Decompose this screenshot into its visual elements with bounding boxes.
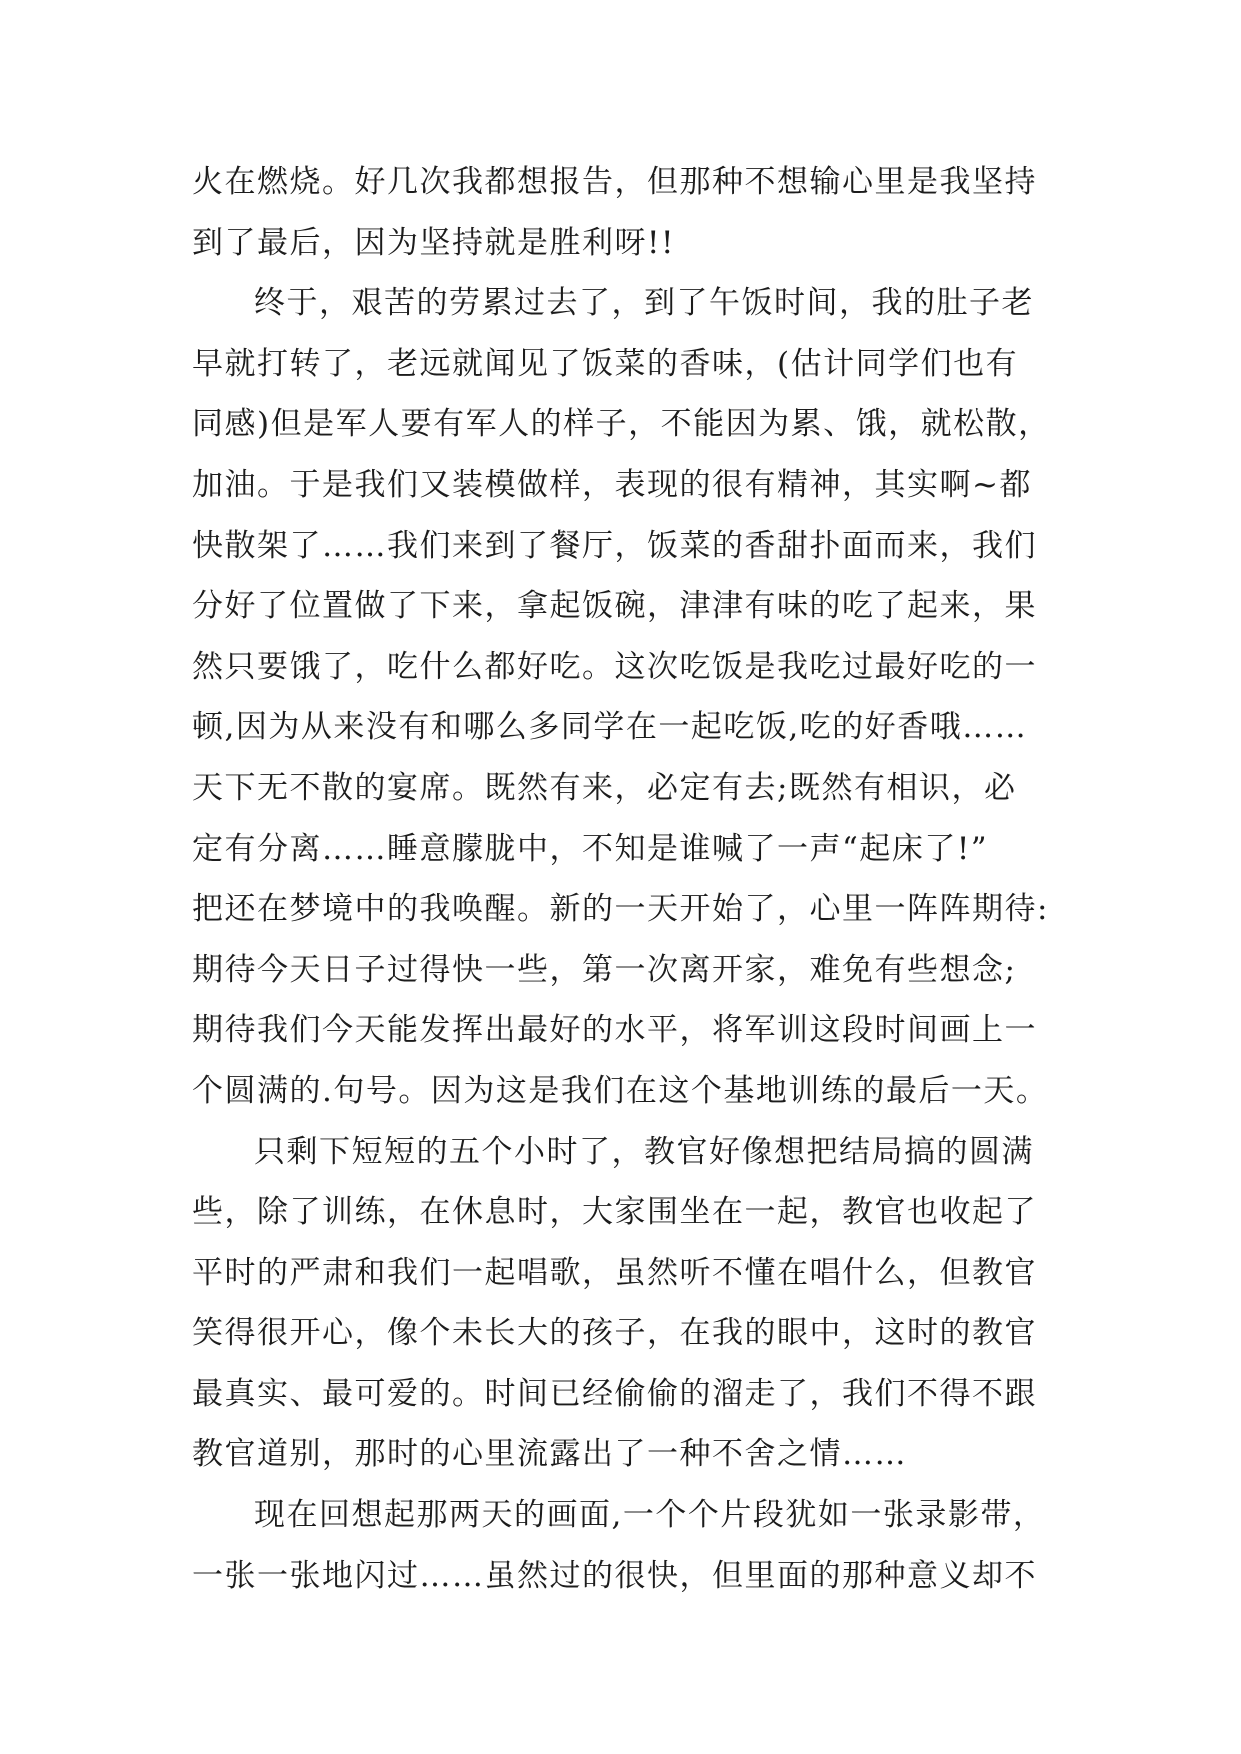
text-line: 些，除了训练，在休息时，大家围坐在一起，教官也收起了	[192, 1194, 1037, 1231]
text-line: 个圆满的.句号。因为这是我们在这个基地训练的最后一天。	[192, 1072, 1049, 1109]
text-line: 把还在梦境中的我唤醒。新的一天开始了，心里一阵阵期待:	[192, 891, 1049, 928]
body-text	[192, 152, 1072, 1606]
text-line: 期待我们今天能发挥出最好的水平，将军训这段时间画上一	[192, 1012, 1037, 1049]
text-line: 期待今天日子过得快一些，第一次离开家，难免有些想念;	[192, 951, 1017, 988]
text-line: 到了最后，因为坚持就是胜利呀!!	[192, 224, 675, 261]
text-line: 快散架了……我们来到了餐厅，饭菜的香甜扑面而来，我们	[192, 527, 1037, 564]
text-line: 教官道别，那时的心里流露出了一种不舍之情……	[192, 1436, 907, 1473]
text-line: 终于，艰苦的劳累过去了，到了午饭时间，我的肚子老	[254, 285, 1034, 322]
text-line: 笑得很开心，像个未长大的孩子，在我的眼中，这时的教官	[192, 1315, 1037, 1352]
text-line: 现在回想起那两天的画面,一个个片段犹如一张录影带，	[254, 1497, 1046, 1534]
text-line: 然只要饿了，吃什么都好吃。这次吃饭是我吃过最好吃的一	[192, 648, 1037, 685]
text-line: 顿,因为从来没有和哪么多同学在一起吃饭,吃的好香哦……	[192, 709, 1028, 746]
text-line: 同感)但是军人要有军人的样子，不能因为累、饿，就松散，	[192, 406, 1051, 443]
text-line: 平时的严肃和我们一起唱歌，虽然听不懂在唱什么，但教官	[192, 1254, 1037, 1291]
text-line: 一张一张地闪过……虽然过的很快，但里面的那种意义却不	[192, 1557, 1037, 1594]
text-line: 分好了位置做了下来，拿起饭碗，津津有味的吃了起来，果	[192, 588, 1037, 625]
text-line: 最真实、最可爱的。时间已经偷偷的溜走了，我们不得不跟	[192, 1375, 1037, 1412]
text-line: 定有分离……睡意朦胧中，不知是谁喊了一声“起床了!”	[192, 830, 989, 867]
text-line: 早就打转了，老远就闻见了饭菜的香味，(估计同学们也有	[192, 345, 1019, 382]
text-line: 天下无不散的宴席。既然有来，必定有去;既然有相识，必	[192, 769, 1017, 806]
text-line: 加油。于是我们又装模做样，表现的很有精神，其实啊~都	[192, 466, 1032, 503]
text-line: 只剩下短短的五个小时了，教官好像想把结局搞的圆满	[254, 1133, 1034, 1170]
text-line: 火在燃烧。好几次我都想报告，但那种不想输心里是我坚持	[192, 164, 1037, 200]
